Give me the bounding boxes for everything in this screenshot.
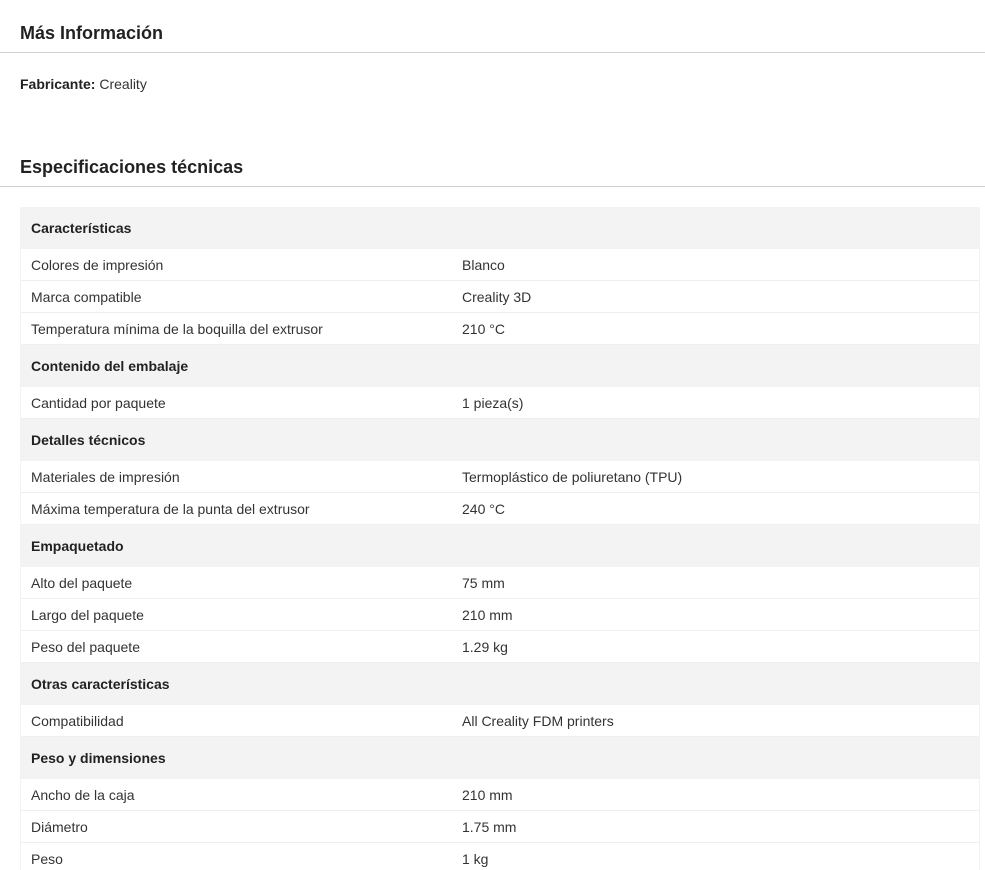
spec-value: 210 °C	[451, 313, 980, 345]
spec-row	[20, 599, 980, 631]
spec-group-header	[20, 737, 980, 780]
spec-row	[20, 843, 980, 870]
spec-group-name: Detalles técnicos	[20, 419, 980, 462]
spec-row	[20, 461, 980, 493]
spec-key: Materiales de impresión	[20, 461, 451, 493]
spec-value: Blanco	[451, 249, 980, 281]
spec-value: All Creality FDM printers	[451, 705, 980, 737]
spec-row	[20, 705, 980, 737]
section-divider	[0, 52, 985, 53]
spec-row	[20, 631, 980, 663]
spec-key: Marca compatible	[20, 281, 451, 313]
spec-group-name: Empaquetado	[20, 525, 980, 568]
spec-value: 1 kg	[451, 843, 980, 870]
manufacturer-info	[20, 75, 147, 93]
spec-key: Temperatura mínima de la boquilla del extrusor	[20, 313, 451, 345]
spec-group-header	[20, 345, 980, 388]
spec-key: Ancho de la caja	[20, 779, 451, 811]
spec-row	[20, 281, 980, 313]
table-border-left	[20, 207, 21, 870]
spec-row	[20, 811, 980, 843]
spec-row	[20, 387, 980, 419]
more-info-title: Más Información	[20, 23, 164, 43]
spec-group-name: Contenido del embalaje	[20, 345, 980, 388]
spec-value: 1.29 kg	[451, 631, 980, 663]
spec-key: Colores de impresión	[20, 249, 451, 281]
section-divider	[0, 186, 985, 187]
spec-value: 210 mm	[451, 599, 980, 631]
spec-row	[20, 567, 980, 599]
spec-row	[20, 493, 980, 525]
spec-group-header	[20, 419, 980, 462]
spec-key: Peso del paquete	[20, 631, 451, 663]
spec-value: 210 mm	[451, 779, 980, 811]
manufacturer-value: Creality	[99, 76, 147, 92]
spec-row	[20, 249, 980, 281]
spec-group-name: Características	[20, 207, 980, 249]
spec-key: Diámetro	[20, 811, 451, 843]
spec-group-header	[20, 525, 980, 568]
specs-title: Especificaciones técnicas	[20, 157, 244, 177]
spec-value: Termoplástico de poliuretano (TPU)	[451, 461, 980, 493]
spec-key: Peso	[20, 843, 451, 870]
spec-value: 75 mm	[451, 567, 980, 599]
spec-value: Creality 3D	[451, 281, 980, 313]
spec-row	[20, 313, 980, 345]
spec-row	[20, 779, 980, 811]
spec-value: 240 °C	[451, 493, 980, 525]
spec-key: Cantidad por paquete	[20, 387, 451, 419]
table-border-right	[979, 207, 980, 870]
spec-key: Alto del paquete	[20, 567, 451, 599]
spec-key: Compatibilidad	[20, 705, 451, 737]
spec-group-header	[20, 663, 980, 706]
manufacturer-label: Fabricante:	[20, 76, 96, 92]
specs-table	[20, 207, 980, 870]
spec-group-name: Otras características	[20, 663, 980, 706]
spec-value: 1.75 mm	[451, 811, 980, 843]
spec-group-name: Peso y dimensiones	[20, 737, 980, 780]
spec-value: 1 pieza(s)	[451, 387, 980, 419]
spec-group-header	[20, 207, 980, 249]
spec-key: Máxima temperatura de la punta del extrusor	[20, 493, 451, 525]
spec-key: Largo del paquete	[20, 599, 451, 631]
